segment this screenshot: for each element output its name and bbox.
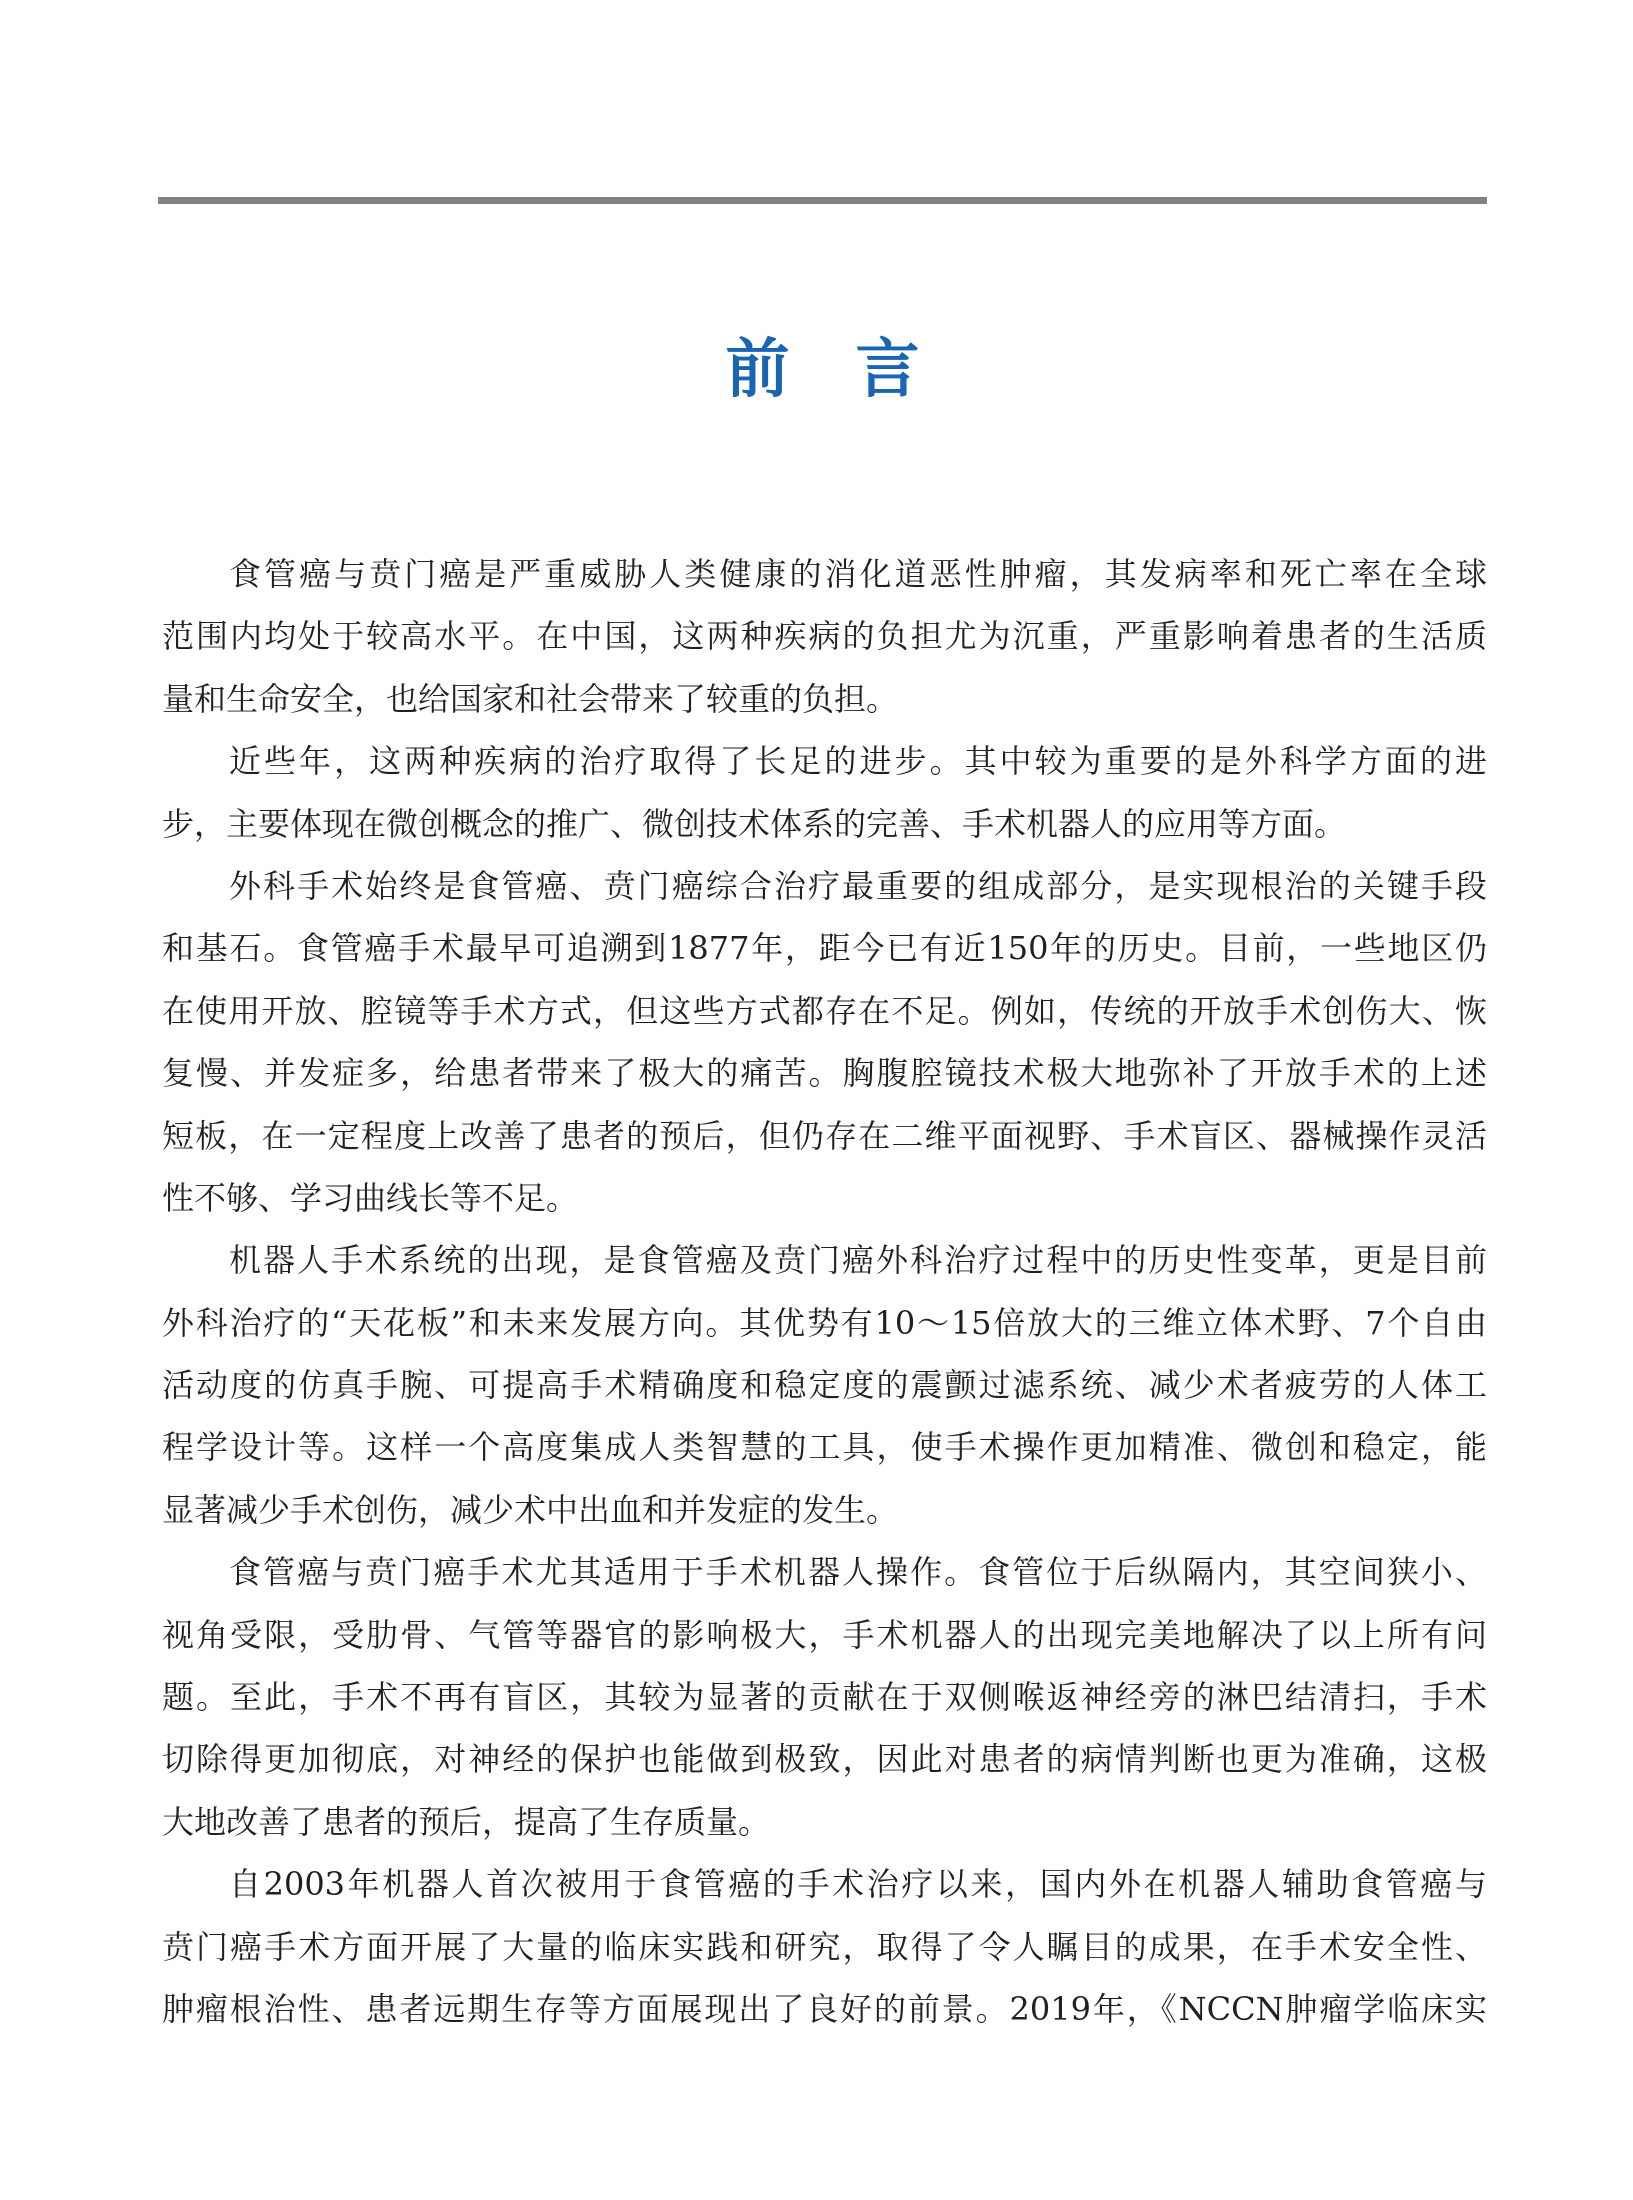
paragraph-line: 机器人手术系统的出现，是食管癌及贲门癌外科治疗过程中的历史性变革，更是目前 [229, 1241, 1487, 1280]
paragraph-line: 显著减少手术创伤，减少术中出血和并发症的发生。 [162, 1490, 899, 1529]
paragraph-line: 外科手术始终是食管癌、贲门癌综合治疗最重要的组成部分，是实现根治的关键手段 [229, 866, 1487, 905]
paragraph [162, 543, 1487, 730]
paragraph-line: 复慢、并发症多，给患者带来了极大的痛苦。胸腹腔镜技术极大地弥补了开放手术的上述 [162, 1054, 1487, 1093]
preface-body [162, 543, 1487, 2040]
paragraph-line: 短板，在一定程度上改善了患者的预后，但仍存在二维平面视野、手术盲区、器械操作灵活 [162, 1116, 1487, 1155]
paragraph-line: 大地改善了患者的预后，提高了生存质量。 [162, 1802, 771, 1841]
paragraph-line: 在使用开放、腔镜等手术方式，但这些方式都存在不足。例如，传统的开放手术创伤大、恢 [162, 991, 1487, 1030]
paragraph-line: 活动度的仿真手腕、可提高手术精确度和稳定度的震颤过滤系统、减少术者疲劳的人体工 [162, 1366, 1487, 1405]
paragraph-line: 切除得更加彻底，对神经的保护也能做到极致，因此对患者的病情判断也更为准确，这极 [162, 1740, 1487, 1779]
paragraph-line: 步，主要体现在微创概念的推广、微创技术体系的完善、手术机器人的应用等方面。 [162, 804, 1347, 843]
page-title: 前言 [725, 333, 986, 407]
paragraph-line: 量和生命安全，也给国家和社会带来了较重的负担。 [162, 679, 899, 718]
paragraph-line: 近些年，这两种疾病的治疗取得了长足的进步。其中较为重要的是外科学方面的进 [229, 742, 1487, 781]
paragraph-line: 食管癌与贲门癌手术尤其适用于手术机器人操作。食管位于后纵隔内，其空间狭小、 [229, 1553, 1487, 1592]
paragraph-line: 自2003年机器人首次被用于食管癌的手术治疗以来，国内外在机器人辅助食管癌与 [229, 1865, 1487, 1904]
paragraph [162, 730, 1487, 855]
top-rule-divider [158, 197, 1487, 204]
paragraph [162, 1853, 1487, 2040]
paragraph [162, 855, 1487, 1229]
paragraph-line: 范围内均处于较高水平。在中国，这两种疾病的负担尤为沉重，严重影响着患者的生活质 [162, 617, 1487, 656]
paragraph-line: 程学设计等。这样一个高度集成人类智慧的工具，使手术操作更加精准、微创和稳定，能 [162, 1428, 1487, 1467]
paragraph-line: 食管癌与贲门癌是严重威胁人类健康的消化道恶性肿瘤，其发病率和死亡率在全球 [229, 555, 1487, 593]
paragraph-line: 肿瘤根治性、患者远期生存等方面展现出了良好的前景。2019年，《NCCN肿瘤学临床实 [162, 1989, 1487, 2028]
paragraph [162, 1541, 1487, 1853]
paragraph-line: 题。至此，手术不再有盲区，其较为显著的贡献在于双侧喉返神经旁的淋巴结清扫，手术 [162, 1678, 1487, 1717]
paragraph-line: 视角受限，受肋骨、气管等器官的影响极大，手术机器人的出现完美地解决了以上所有问 [162, 1615, 1487, 1654]
paragraph-line: 和基石。食管癌手术最早可追溯到1877年，距今已有近150年的历史。目前，一些地区仍 [162, 929, 1487, 968]
paragraph-line: 贲门癌手术方面开展了大量的临床实践和研究，取得了令人瞩目的成果，在手术安全性、 [162, 1927, 1487, 1966]
paragraph [162, 1229, 1487, 1541]
paragraph-line: 外科治疗的“天花板”和未来发展方向。其优势有10～15倍放大的三维立体术野、7个自由 [162, 1303, 1487, 1342]
paragraph-line: 性不够、学习曲线长等不足。 [162, 1178, 579, 1217]
